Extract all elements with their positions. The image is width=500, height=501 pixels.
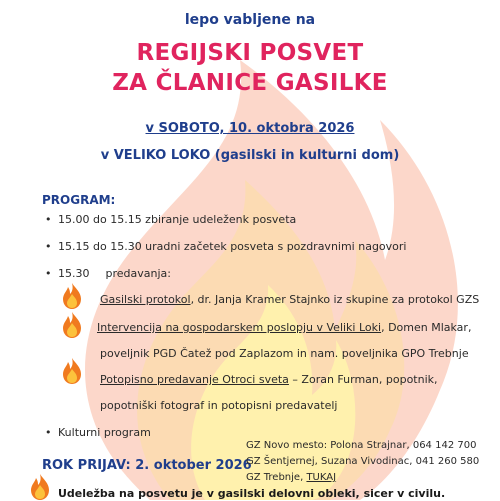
lecture-1 [100,293,479,306]
intro-text: lepo vabljene na [184,12,316,28]
lecture-3-line2: popotniški fotograf in potopisni predavatelj [100,399,338,412]
title-line-1: REGIJSKI POSVET [136,40,364,66]
program-item-1: • 15.00 do 15.15 zbiranje udeleženk posveta [58,213,296,226]
lecture-2-speaker: , Domen Mlakar, [381,321,472,334]
program-item-label: predavanja: [105,267,171,280]
fire-icon [28,473,52,501]
program-item-time: 15.30 [58,267,90,280]
lecture-1-speaker: , dr. Janja Kramer Stajnko iz skupine za protokol GZS [190,293,480,306]
program-item-4: • Kulturni program [58,426,151,439]
program-item-3 [58,267,171,280]
contact-2: GZ Šentjernej, Suzana Vivodinac, 041 260 580 [246,456,480,467]
program-item-2: • 15.15 do 15.30 uradni začetek posveta s pozdravnimi nagovori [58,240,406,253]
dress-code-note: Udeležba na posvetu je v gasilski delovni obleki, sicer v civilu. [58,487,446,500]
fire-icon [60,282,84,310]
contact-3 [246,472,336,483]
event-date: v SOBOTO, 10. oktobra 2026 [145,121,355,136]
lecture-3-title[interactable]: Potopisno predavanje Otroci sveta [100,373,289,386]
lecture-1-title[interactable]: Gasilski protokol [100,293,191,306]
fire-icon [60,357,84,385]
title-line-2: ZA ČLANICE GASILKE [112,70,388,96]
fire-icon [60,311,84,339]
program-heading: PROGRAM: [42,193,116,207]
event-place: v VELIKO LOKO (gasilski in kulturni dom) [100,148,400,163]
registration-link[interactable]: TUKAJ [306,472,337,483]
contact-3-label: GZ Trebnje, [246,472,307,483]
registration-deadline: ROK PRIJAV: 2. oktober 2026 [42,458,252,473]
lecture-2-line2: poveljnik PGD Čatež pod Zaplazom in nam. poveljnika GPO Trebnje [100,347,469,360]
lecture-3 [100,373,438,386]
lecture-3-speaker: – Zoran Furman, popotnik, [288,373,438,386]
contact-1: GZ Novo mesto: Polona Strajnar, 064 142 700 [246,440,477,451]
lecture-2-title[interactable]: Intervencija na gospodarskem poslopju v Veliki Loki [97,321,382,334]
lecture-2 [97,321,471,334]
